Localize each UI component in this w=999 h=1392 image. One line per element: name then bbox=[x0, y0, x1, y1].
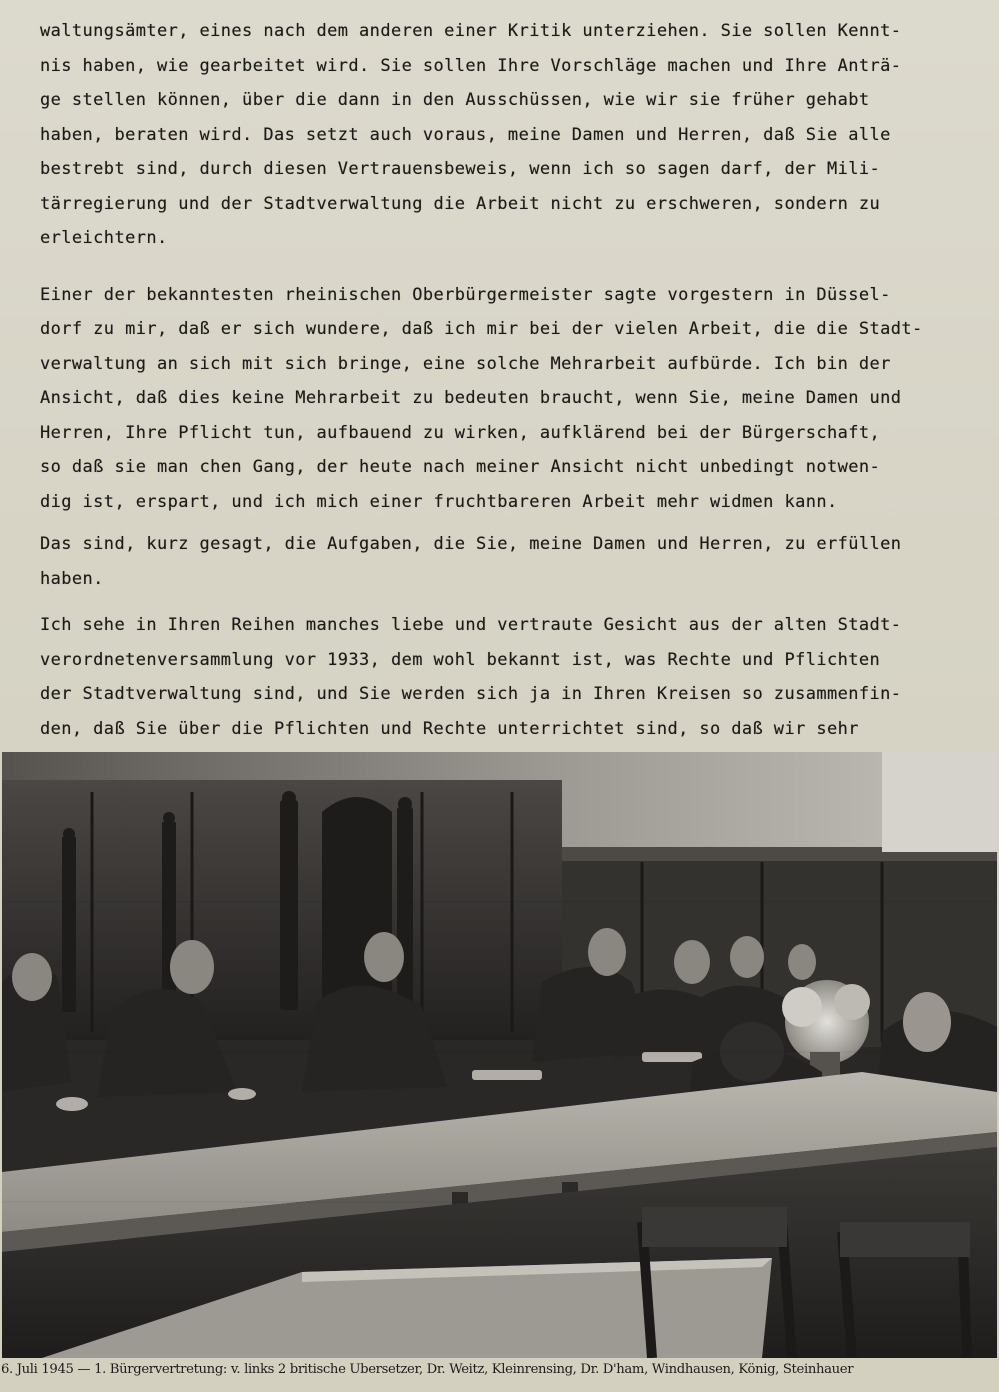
text-line: Ich sehe in Ihren Reihen manches liebe und vertraute Gesicht aus der alten Stadt- bbox=[40, 615, 902, 635]
photo-caption: 6. Juli 1945 — 1. Bürgervertretung: v. links 2 britische Übersetzer, Dr. Weitz, Kleinrensing, Dr. D'ham, Windhausen, König, Steinhauer bbox=[1, 1362, 854, 1377]
text-line: der Stadtverwaltung sind, und Sie werden sich ja in Ihren Kreisen so zusammenfin- bbox=[40, 684, 902, 704]
paragraph-2 bbox=[40, 278, 980, 520]
text-line: den, daß Sie über die Pflichten und Rechte unterrichtet sind, so daß wir sehr bbox=[40, 718, 859, 739]
text-line: so daß sie man chen Gang, der heute nach meiner Ansicht nicht unbedingt notwen- bbox=[40, 457, 881, 477]
text-line: tärregierung und der Stadtverwaltung die Arbeit nicht zu erschweren, sondern zu bbox=[40, 193, 881, 214]
paragraph-4 bbox=[40, 608, 980, 746]
text-line: Herren, Ihre Pflicht tun, aufbauend zu wirken, aufklärend bei der Bürgerschaft, bbox=[40, 422, 881, 443]
paragraph-3 bbox=[40, 527, 980, 596]
text-line: dorf zu mir, daß er sich wundere, daß ich mir bei der vielen Arbeit, die die Stadt- bbox=[40, 319, 923, 339]
text-line: haben, beraten wird. Das setzt auch voraus, meine Damen und Herren, daß Sie alle bbox=[40, 124, 891, 145]
text-line: erleichtern. bbox=[40, 228, 168, 248]
photo-image bbox=[2, 752, 997, 1358]
meeting-photo bbox=[2, 752, 997, 1358]
text-line: verwaltung an sich mit sich bringe, eine solche Mehrarbeit aufbürde. Ich bin der bbox=[40, 353, 891, 374]
text-line: ge stellen können, über die dann in den Ausschüssen, wie wir sie früher gehabt bbox=[40, 90, 870, 110]
text-line: Ansicht, daß dies keine Mehrarbeit zu bedeuten braucht, wenn Sie, meine Damen und bbox=[40, 388, 902, 408]
text-line: nis haben, wie gearbeitet wird. Sie sollen Ihre Vorschläge machen und Ihre Anträ- bbox=[40, 55, 902, 76]
typewritten-text bbox=[40, 14, 980, 746]
text-line: bestrebt sind, durch diesen Vertrauensbeweis, wenn ich so sagen darf, der Mili- bbox=[40, 159, 881, 179]
text-line: verordnetenversammlung vor 1933, dem wohl bekannt ist, was Rechte und Pflichten bbox=[40, 649, 881, 670]
paragraph-1 bbox=[40, 14, 980, 256]
text-line: dig ist, erspart, und ich mich einer fruchtbareren Arbeit mehr widmen kann. bbox=[40, 491, 838, 512]
text-line: waltungsämter, eines nach dem anderen einer Kritik unterziehen. Sie sollen Kennt- bbox=[40, 21, 902, 41]
text-line: Das sind, kurz gesagt, die Aufgaben, die Sie, meine Damen und Herren, zu erfüllen bbox=[40, 534, 902, 554]
text-line: haben. bbox=[40, 568, 104, 589]
text-line: Einer der bekanntesten rheinischen Oberbürgermeister sagte vorgestern in Düssel- bbox=[40, 284, 891, 305]
